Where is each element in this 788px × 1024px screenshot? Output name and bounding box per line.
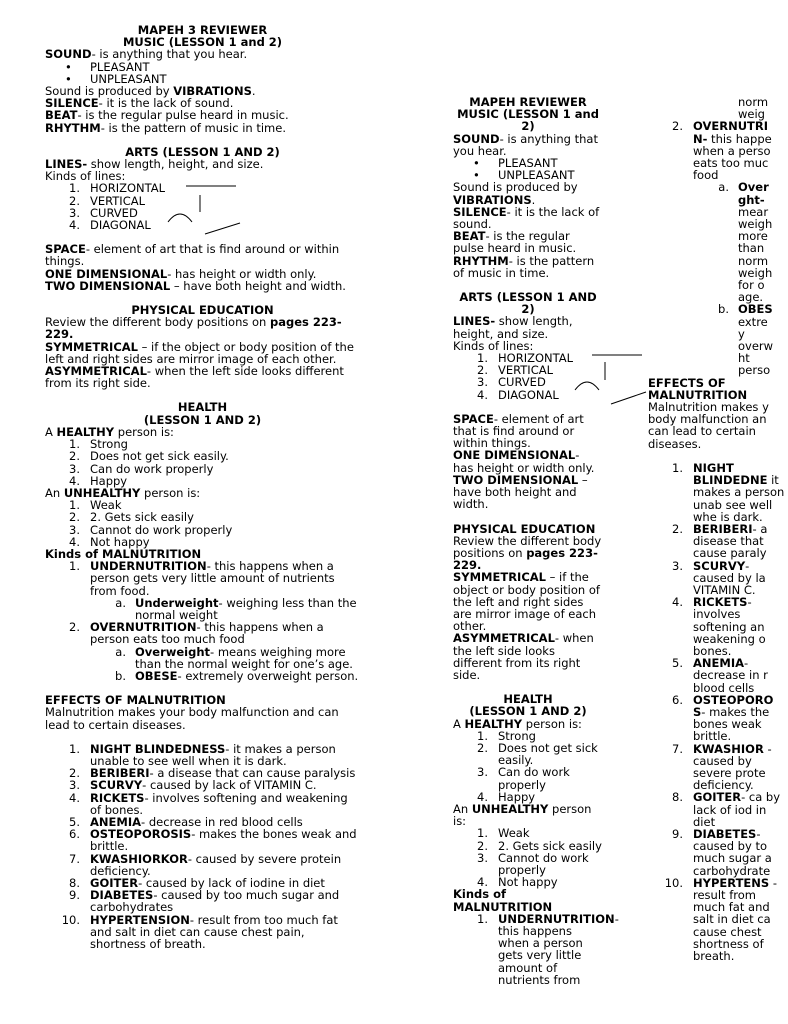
effects-list — [45, 743, 360, 950]
list-item: 5. ANEMIA- decrease in r blood cells — [672, 656, 768, 695]
arts-heading: ARTS (LESSON 1 AND — [459, 290, 597, 305]
list-item: 2. OVERNUTRI N- this happe when a perso eats too muc food a. Over ght- mear weigh more than norm weigh for o age. b. OBES extre y overw ht perso — [672, 119, 774, 378]
list-item: 2. VERTICAL — [477, 363, 554, 378]
vibrations-line: Sound is produced by VIBRATIONS. — [45, 84, 256, 99]
list-item: 1. HORIZONTAL — [69, 181, 166, 196]
list-item: • UNPLEASANT — [453, 169, 603, 181]
lines-definition: LINES- show length, height, and size. — [45, 157, 264, 172]
one-dimensional-definition: ONE DIMENSIONAL- has height or width only. — [45, 266, 317, 281]
list-item: 4. RICKETS- involves softening and weakening of bones. — [69, 790, 348, 817]
list-item: 2. Does not get sick easily. — [477, 740, 598, 768]
list-item: 4. Happy — [69, 473, 128, 488]
list-item: 3. SCURVY- caused by la VITAMIN C. — [672, 558, 766, 597]
unhealthy-intro: An UNHEALTHY person is: — [453, 801, 592, 829]
sound-definition: SOUND- is anything that you hear. — [453, 131, 598, 158]
list-item: 1. Strong — [477, 728, 536, 743]
left-page-column — [45, 24, 360, 950]
list-item: 1. NIGHT BLINDEDNE it makes a person unab see well whe is dark. — [672, 460, 785, 524]
pe-heading: PHYSICAL EDUCATION — [453, 521, 596, 536]
two-dimensional-definition: TWO DIMENSIONAL – have both height and width. — [45, 278, 346, 293]
list-item: 7. KWASHIOR - caused by severe prote deficiency. — [672, 741, 772, 793]
kinds-of-lines-label: Kinds of lines: — [45, 169, 126, 184]
list-item: 3. Can do work properly — [477, 765, 570, 792]
unhealthy-intro: An UNHEALTHY person is: — [45, 485, 201, 500]
list-item: a. Over ght- mear weigh more than norm weigh for o age. — [718, 180, 773, 305]
sound-types-list — [453, 157, 603, 181]
list-item: 1. HORIZONTAL — [477, 351, 574, 366]
list-item: 9. DIABETES- caused by too much sugar and carbohydrates — [69, 888, 340, 915]
health-subheading: (LESSON 1 AND 2) — [469, 704, 587, 719]
two-dimensional-definition: TWO DIMENSIONAL – have both height and width. — [453, 472, 588, 512]
one-dimensional-definition: ONE DIMENSIONAL- has height or width only. — [453, 448, 595, 475]
effects-intro: Malnutrition makes your body malfunction and can lead to certain diseases. — [45, 705, 339, 732]
unhealthy-list — [45, 499, 360, 548]
healthy-list — [453, 730, 603, 803]
right-page-column — [648, 95, 785, 1024]
overnutrition-list — [648, 120, 788, 376]
kinds-malnutrition-heading: Kinds of MALNUTRITION — [453, 887, 553, 914]
list-item: • PLEASANT — [453, 157, 603, 169]
effects-heading: EFFECTS OF MALNUTRITION — [648, 375, 748, 402]
kinds-malnutrition-heading: Kinds of MALNUTRITION — [45, 546, 202, 561]
list-item: 4. DIAGONAL — [69, 218, 151, 233]
review-pages-line: Review the different body positions on pages 223-229. — [45, 315, 342, 342]
space-definition: SPACE- element of art that is find around or within things. — [45, 242, 340, 269]
malnutrition-list — [453, 911, 619, 987]
space-definition: SPACE- element of art that is find around or within things. — [453, 411, 584, 451]
symmetrical-definition: SYMMETRICAL – if the object or body position of the left and right sides are mirror image of each other. — [453, 570, 600, 634]
rhythm-definition: RHYTHM- is the pattern of music in time. — [453, 253, 595, 280]
list-item: 2. VERTICAL — [69, 193, 146, 208]
list-item: 4. RICKETS- involves softening an weakening o bones. — [672, 595, 766, 658]
list-item: 1. UNDERNUTRITION- this happens when a person gets very little amount of nutrients from — [477, 911, 619, 987]
arts-heading: ARTS (LESSON 1 AND 2) — [125, 144, 280, 159]
asymmetrical-definition: ASYMMETRICAL- when the left side looks different from its right side. — [45, 364, 344, 391]
middle-page-column — [453, 95, 619, 987]
effects-heading: EFFECTS OF MALNUTRITION — [45, 693, 226, 708]
beat-definition: BEAT- is the regular pulse heard in music. — [45, 108, 289, 123]
healthy-intro: A HEALTHY person is: — [45, 424, 174, 439]
list-item: 1. Weak — [69, 498, 122, 513]
silence-definition: SILENCE- it is the lack of sound. — [453, 204, 600, 232]
list-item: 2. Does not get sick easily. — [69, 449, 229, 464]
rhythm-definition: RHYTHM- is the pattern of music in time. — [45, 120, 286, 135]
list-item: 2. 2. Gets sick easily — [69, 510, 194, 525]
list-item: 2. 2. Gets sick easily — [477, 838, 602, 853]
music-heading-cont: 2) — [521, 119, 535, 134]
kinds-of-lines-label: Kinds of lines: — [453, 338, 534, 353]
arts-heading-cont: 2) — [521, 302, 535, 317]
list-item: 1. UNDERNUTRITION- this happens when a person gets very little amount of nutrients from food. a. Underweight- weighing less than the normal weight — [45, 560, 360, 621]
health-heading: HEALTH — [503, 692, 553, 707]
list-item: 4. Not happy — [477, 875, 558, 890]
list-item: 3. SCURVY- caused by lack of VITAMIN C. — [69, 778, 317, 793]
symmetrical-definition: SYMMETRICAL – if the object or body position of the left and right sides are mirror image of each other. — [45, 339, 354, 366]
unhealthy-list — [453, 827, 603, 888]
malnutrition-list — [45, 560, 360, 682]
asymmetrical-definition: ASYMMETRICAL- when the left side looks different from its right side. — [453, 631, 594, 682]
list-item: 8. GOITER- ca by lack of iod in diet — [672, 790, 780, 829]
effects-intro: Malnutrition makes y body malfunction an can lead to certain diseases. — [648, 400, 769, 451]
health-heading: HEALTH — [177, 400, 228, 415]
pe-heading: PHYSICAL EDUCATION — [131, 303, 274, 318]
list-item: 3. CURVED — [477, 375, 546, 390]
list-item: 4. Happy — [477, 789, 536, 804]
beat-definition: BEAT- is the regular pulse heard in music. — [453, 229, 577, 256]
list-item: a. Underweight- weighing less than the normal weight — [115, 595, 357, 622]
lines-definition: LINES- show length, height, and size. — [453, 314, 573, 341]
review-pages-line: Review the different body positions on pages 223-229. — [453, 533, 602, 573]
list-item: b. OBESE- extremely overweight person. — [115, 668, 359, 683]
sound-definition: SOUND- is anything that you hear. — [45, 47, 248, 62]
effects-list — [648, 462, 788, 962]
healthy-list — [45, 438, 360, 487]
list-item: 10. HYPERTENSION- result from too much fat and salt in diet can cause chest pain, shortness of breath. — [61, 912, 338, 952]
list-item: 6. OSTEOPORO S- makes the bones weak brittle. — [672, 692, 774, 744]
music-heading: MUSIC (LESSON 1 and 2) — [122, 35, 283, 50]
silence-definition: SILENCE- it is the lack of sound. — [45, 96, 234, 111]
health-subheading: (LESSON 1 AND 2) — [143, 412, 262, 427]
list-item: • PLEASANT — [45, 61, 360, 73]
text-fragment: norm — [738, 95, 769, 109]
sound-types-list — [45, 61, 360, 85]
music-heading: MUSIC (LESSON 1 and — [457, 107, 599, 122]
text-fragment: weig — [738, 107, 765, 122]
list-item: • UNPLEASANT — [45, 73, 360, 85]
list-item: 2. BERIBERI- a disease that can cause paralysis — [69, 766, 356, 781]
list-item: 1. Strong — [69, 437, 128, 452]
list-item: 10. HYPERTENS - result from much fat and salt in diet ca cause chest shortness of breath. — [664, 875, 777, 964]
lines-list — [453, 352, 603, 401]
doc-title: MAPEH 3 REVIEWER — [137, 23, 268, 37]
list-item: b. OBES extre y overw ht perso — [718, 302, 774, 378]
list-item: 9. DIABETES- caused by to much sugar a carbohydrate — [672, 826, 772, 878]
list-item: 1. NIGHT BLINDEDNESS- it makes a person unable to see well when it is dark. — [69, 741, 336, 768]
doc-title: MAPEH REVIEWER — [469, 95, 587, 109]
list-item: 1. Weak — [477, 826, 530, 841]
list-item: 3. Cannot do work properly — [477, 850, 589, 877]
list-item: 4. DIAGONAL — [477, 387, 559, 402]
list-item: 4. Not happy — [69, 534, 150, 549]
list-item: 2. OVERNUTRITION- this happens when a person eats too much food a. Overweight- means weighing more than the normal weight for one’s age. b. OBESE- extremely overweight person. — [69, 620, 359, 683]
list-item: 3. Cannot do work properly — [69, 522, 233, 537]
list-item: 6. OSTEOPOROSIS- makes the bones weak and brittle. — [69, 827, 357, 854]
diagonal-line-sample — [611, 392, 646, 404]
list-item: a. Overweight- means weighing more than the normal weight for one’s age. — [115, 644, 353, 671]
list-item: 5. ANEMIA- decrease in red blood cells — [69, 814, 303, 829]
lines-list — [45, 182, 360, 231]
healthy-intro: A HEALTHY person is: — [453, 716, 582, 731]
list-item: 3. CURVED — [69, 205, 138, 220]
list-item: 2. BERIBERI- a disease that cause paraly — [672, 521, 768, 561]
list-item: 8. GOITER- caused by lack of iodine in diet — [69, 876, 325, 890]
list-item: 3. Can do work properly — [69, 461, 214, 476]
list-item: 7. KWASHIORKOR- caused by severe protein deficiency. — [69, 851, 342, 878]
vibrations-line: Sound is produced by VIBRATIONS. — [453, 180, 578, 207]
